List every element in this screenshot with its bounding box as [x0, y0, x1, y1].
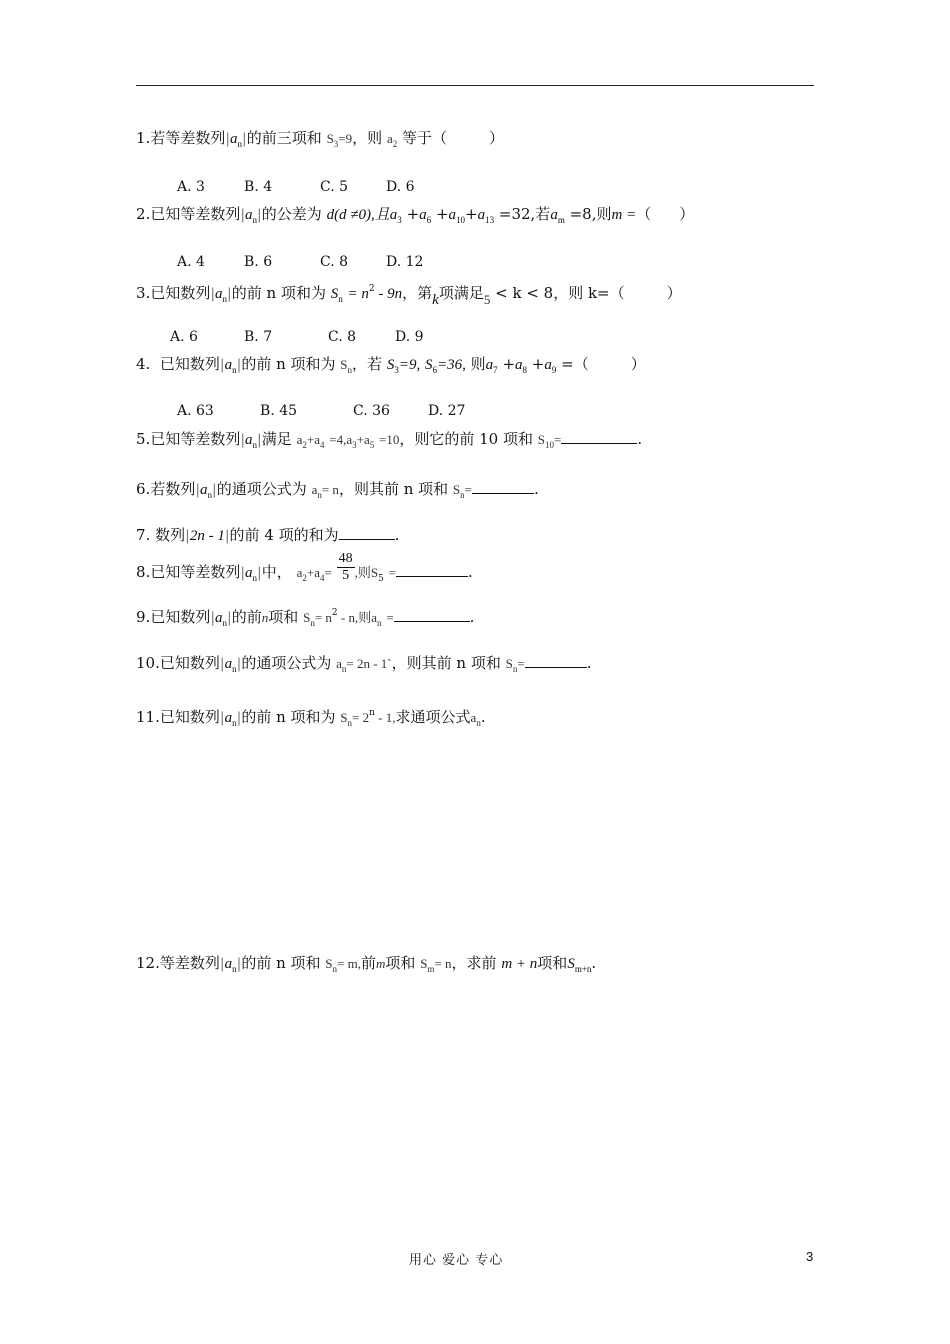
- question-1-choices: [177, 178, 415, 196]
- question-12: 12.等差数列$|a_n|$的前 n 项和 $S_n= m$,前m项和 $S_m= n$，求前 m + n项和$S_{m+n}$.: [136, 954, 597, 974]
- question-4: 4. 已知数列$|a_n|$的前 n 项和为 $S_n$，若 $S_3=9$, $S_6=36$, 则$a_7 +a_8 +a_9$ =（ ）: [136, 355, 646, 375]
- page-footer: 用心 爱心 专心: [409, 1253, 504, 1268]
- question-10: 10.已知数列$|a_n|$的通项公式为 $a_n= 2n$ - 1`，则其前 n 项和 $S_n=$ .: [136, 654, 592, 674]
- question-5: 5.已知等差数列$|a_n|$满足 $a_2+a_4 =4,a_3+a_5 =10$，则它的前 10 项和 $S_{10}=$ .: [136, 430, 643, 450]
- question-2: 2.已知等差数列$|a_n|$的公差为 d(d ≠0),且$a_3 +a_6 +a_{10}+a_{13} =32$,若$a_m =8$,则m =（ ）: [136, 205, 695, 225]
- answer-blank[interactable]: [396, 562, 468, 577]
- choice-a: A. 6: [170, 329, 198, 345]
- choice-d: D. 12: [386, 254, 424, 270]
- answer-blank[interactable]: [472, 479, 534, 494]
- answer-blank[interactable]: [339, 525, 395, 540]
- question-1: 1.若等差数列$|a_n|$的前三项和 $S_3=9$，则 $a_2$ 等于（ ）: [136, 129, 505, 149]
- question-3: 3.已知数列$|a_n|$的前 n 项和为 $S_n = n^2 - 9n$，第k项满足5 < k < 8，则 k=（ ）: [136, 284, 682, 308]
- question-8: 8.已知等差数列$|a_n|$中， $a_2+a_4=$ $\frac{48}{5}$ ,则$S_5$ = .: [136, 550, 473, 584]
- question-11: 11.已知数列$|a_n|$的前 n 项和为 $S_n= 2^n - 1$,求通项公式$a_n$.: [136, 708, 486, 728]
- answer-blank[interactable]: [561, 429, 637, 444]
- answer-blank[interactable]: [394, 607, 470, 622]
- header-rule: [136, 85, 814, 86]
- choice-b: B. 4: [244, 179, 273, 195]
- choice-b: B. 7: [244, 329, 273, 345]
- question-7: 7. 数列|2n - 1|的前 4 项的和为 .: [136, 526, 400, 544]
- choice-c: C. 8: [328, 329, 357, 345]
- choice-d: D. 9: [395, 329, 424, 345]
- choice-a: A. 4: [177, 254, 205, 270]
- question-6: 6.若数列$|a_n|$的通项公式为 $a_n= n$，则其前 n 项和 $S_n=$ .: [136, 480, 539, 500]
- choice-c: C. 36: [353, 403, 390, 419]
- question-2-choices: [177, 253, 423, 271]
- choice-b: B. 6: [244, 254, 273, 270]
- choice-a: A. 63: [177, 403, 214, 419]
- choice-a: A. 3: [177, 179, 205, 195]
- question-3-choices: [170, 328, 424, 346]
- choice-d: D. 6: [386, 179, 415, 195]
- choice-c: C. 5: [320, 179, 349, 195]
- choice-d: D. 27: [428, 403, 466, 419]
- page-number: 3: [806, 1249, 814, 1264]
- choice-b: B. 45: [260, 403, 298, 419]
- answer-blank[interactable]: [525, 653, 587, 668]
- choice-c: C. 8: [320, 254, 349, 270]
- fraction-48-5: $\frac{48}{5}$: [338, 550, 353, 583]
- question-4-choices: [177, 402, 465, 420]
- question-9: 9.已知数列$|a_n|$的前n项和 $S_n= n^2 - n$,则$a_n$ = .: [136, 608, 475, 628]
